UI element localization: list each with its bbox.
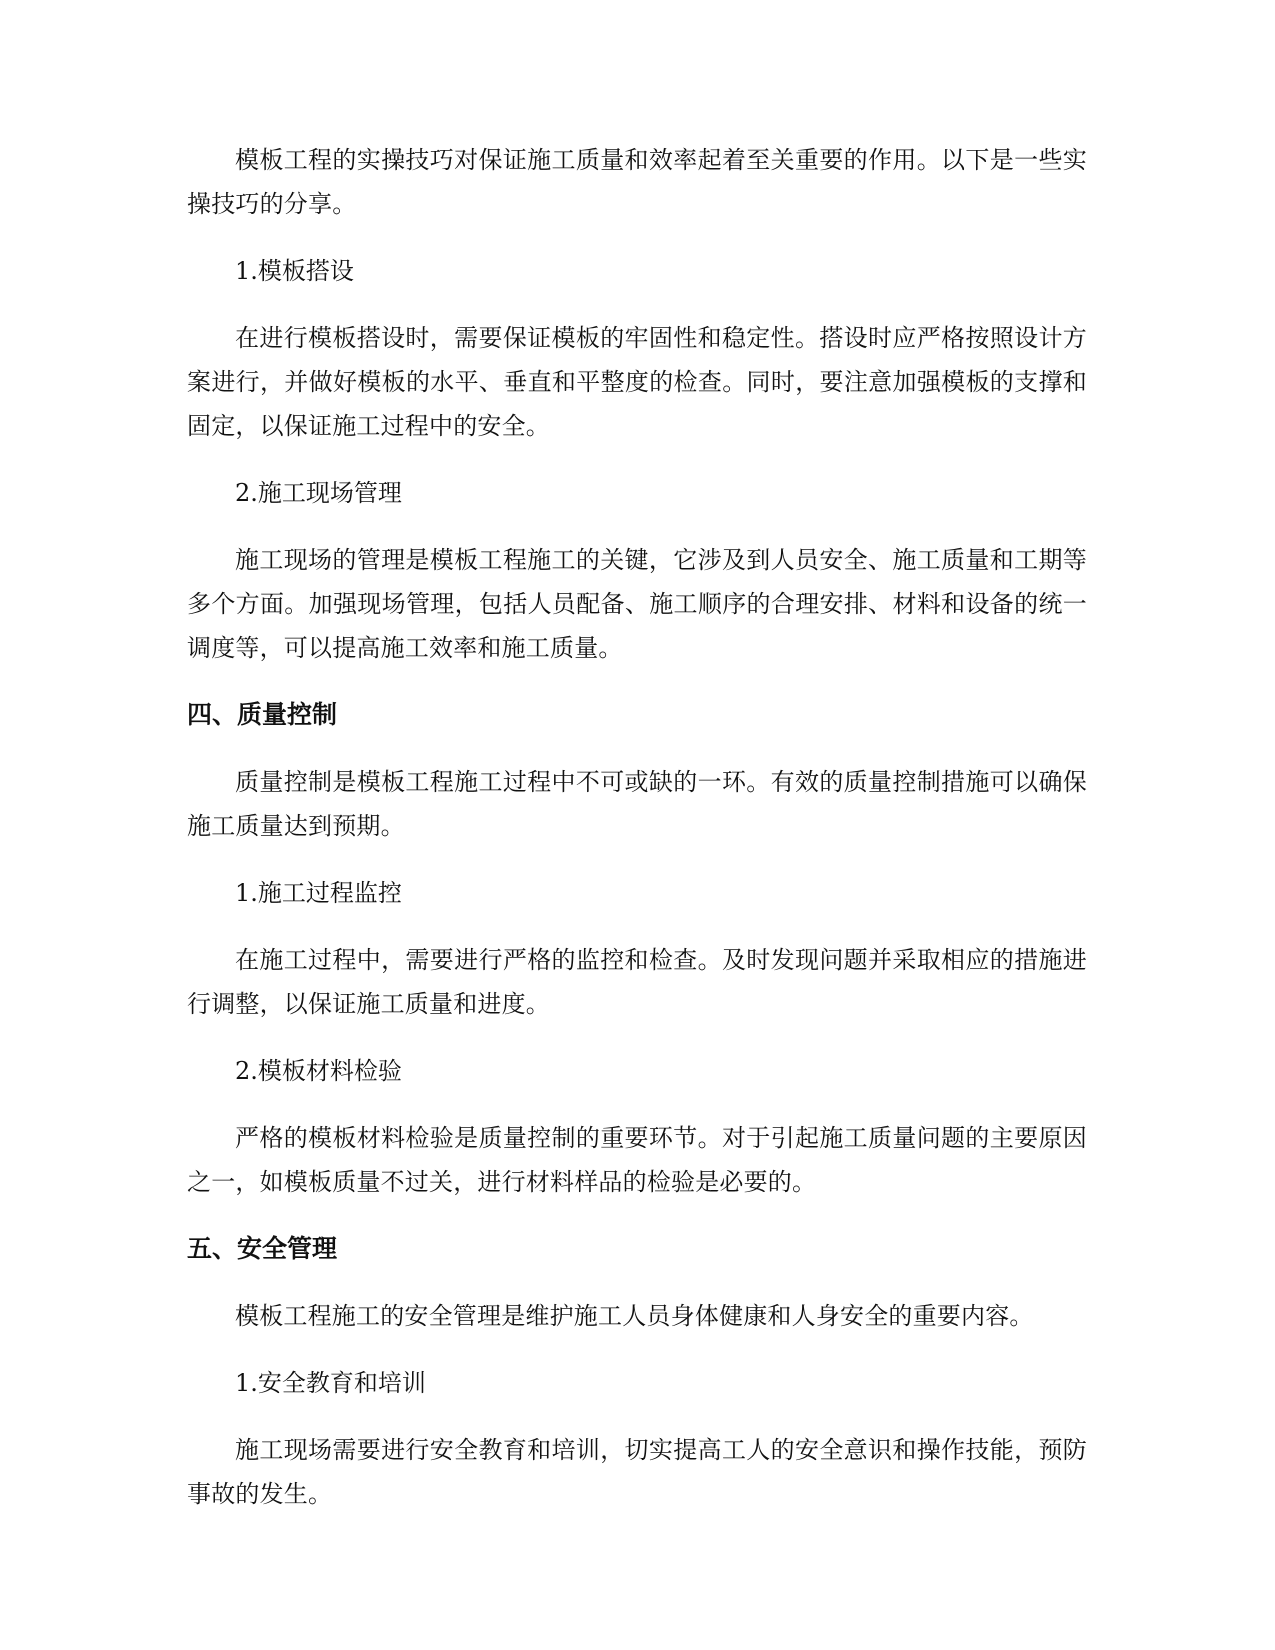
paragraph-safety-management: 模板工程施工的安全管理是维护施工人员身体健康和人身安全的重要内容。 [235,1302,1034,1330]
subheading-material-inspection: 2.模板材料检验 [235,1057,402,1085]
paragraph-formwork-setup: 在进行模板搭设时，需要保证模板的牢固性和稳定性。搭设时应严格按照设计方案进行，并做好模板的水平、垂直和平整度的检查。同时，要注意加强模板的支撑和固定，以保证施工过程中的安全。 [187,324,1087,440]
subheading-formwork-setup: 1.模板搭设 [235,257,354,285]
paragraph-quality-control: 质量控制是模板工程施工过程中不可或缺的一环。有效的质量控制措施可以确保施工质量达到预期。 [187,768,1087,840]
paragraph-process-monitoring: 在施工过程中，需要进行严格的监控和检查。及时发现问题并采取相应的措施进行调整，以保证施工质量和进度。 [187,946,1087,1018]
paragraph-safety-training: 施工现场需要进行安全教育和培训，切实提高工人的安全意识和操作技能，预防事故的发生。 [187,1436,1087,1508]
paragraph-intro: 模板工程的实操技巧对保证施工质量和效率起着至关重要的作用。以下是一些实操技巧的分享。 [187,146,1087,218]
subheading-site-management: 2.施工现场管理 [235,479,402,507]
subheading-process-monitoring: 1.施工过程监控 [235,879,402,907]
section-title-safety-management: 五、安全管理 [187,1234,338,1263]
paragraph-site-management: 施工现场的管理是模板工程施工的关键，它涉及到人员安全、施工质量和工期等多个方面。加强现场管理，包括人员配备、施工顺序的合理安排、材料和设备的统一调度等，可以提高施工效率和施工质量。 [187,546,1087,662]
section-title-quality-control: 四、质量控制 [187,700,338,729]
subheading-safety-training: 1.安全教育和培训 [235,1369,426,1397]
document-body [187,138,1087,1539]
paragraph-material-inspection: 严格的模板材料检验是质量控制的重要环节。对于引起施工质量问题的主要原因之一，如模板质量不过关，进行材料样品的检验是必要的。 [187,1124,1087,1196]
